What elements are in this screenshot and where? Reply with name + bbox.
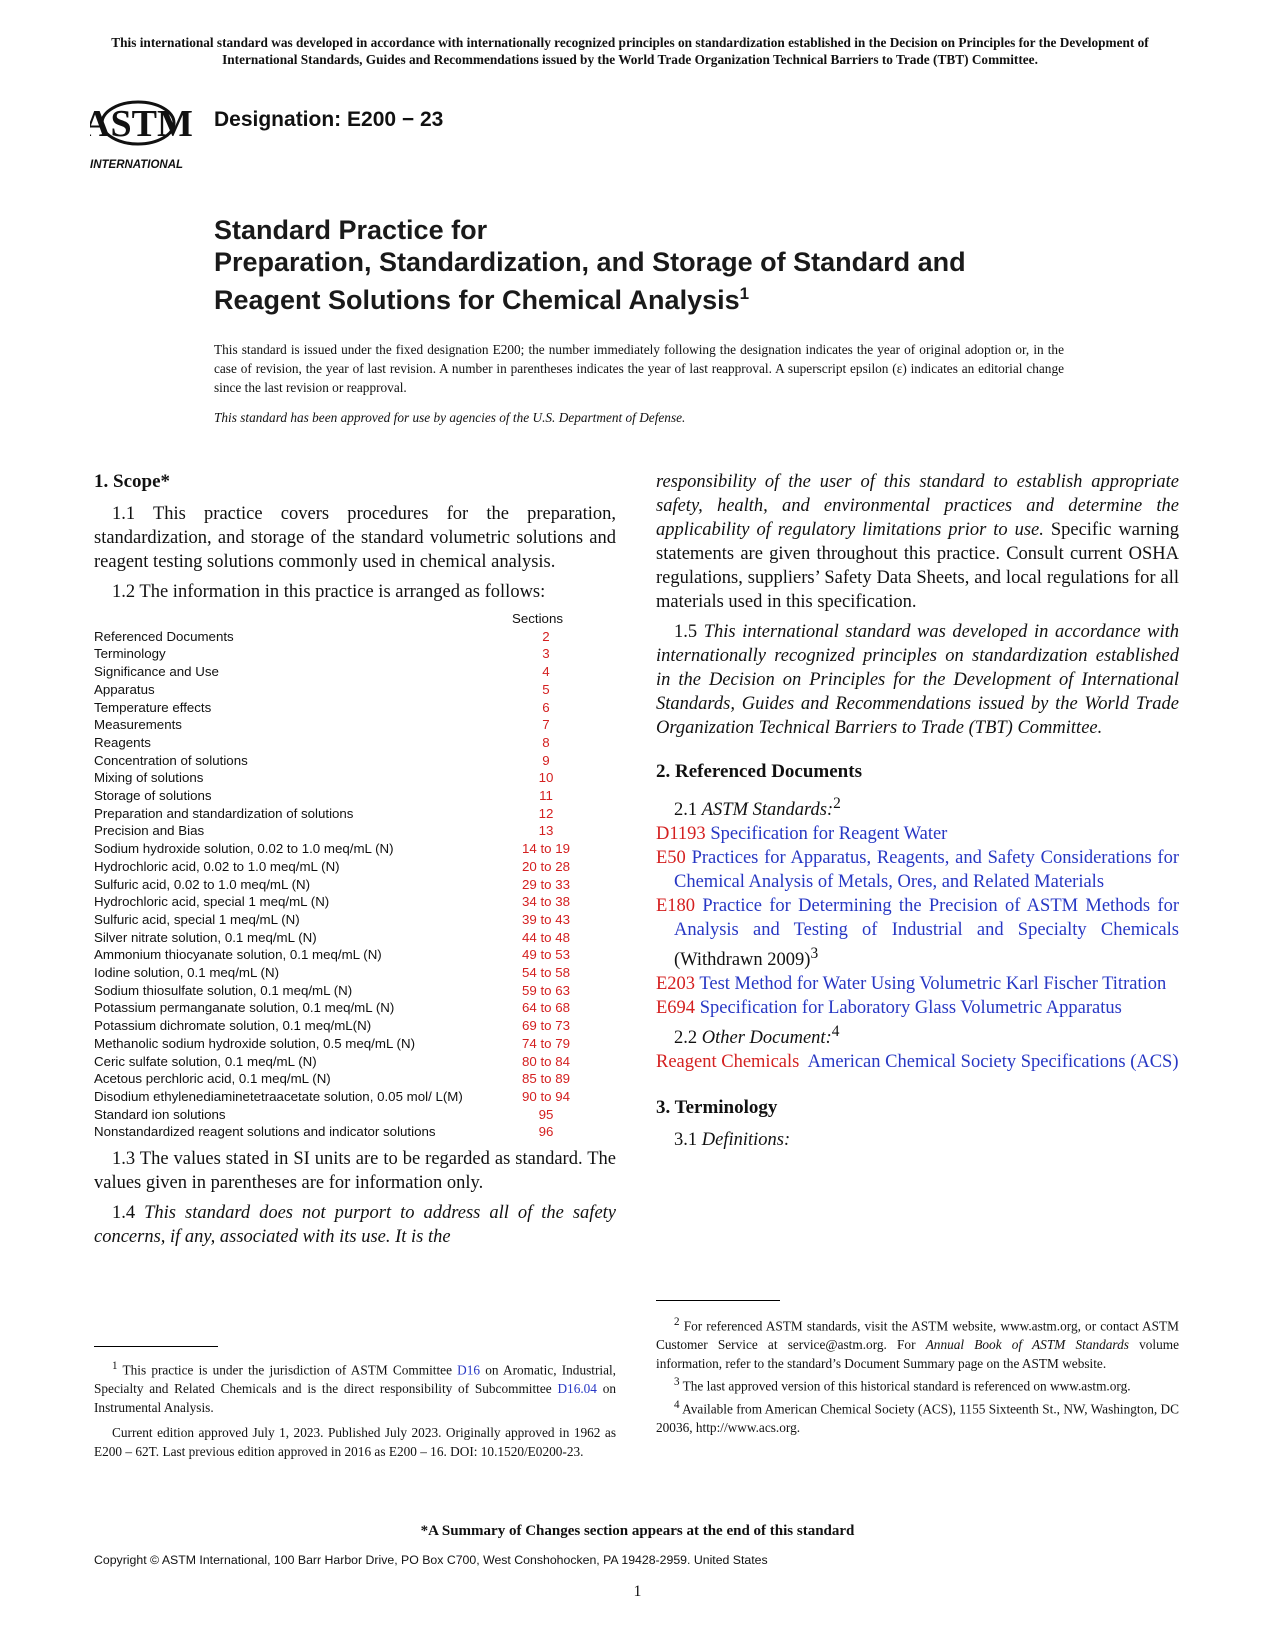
toc-section-link[interactable]: 4 [542,664,550,680]
toc-section-name: Mixing of solutions [94,770,204,786]
para-3-1-label: Definitions: [701,1130,791,1151]
issued-note: This standard is issued under the fixed designation E200; the number immediately following the designation indicates the year of original adoption or, in the case of revision, the year of last revision. A number in parentheses indicates the year of last reapproval. A superscript epsilon (ε) indicates an editorial change since the last revision or reapproval. [214,342,1064,395]
toc-section-link[interactable]: 13 [538,823,554,839]
reference-title[interactable]: Practice for Determining the Precision of ASTM Methods for Analysis and Testing of Industrial and Specialty Chemicals [674,896,1180,941]
title-line-2: Preparation, Standardization, and Storage of Standard and [214,247,966,277]
reference-list [656,822,1179,1020]
toc-section-name: Hydrochloric acid, special 1 meq/mL (N) [94,894,330,910]
para-1-4-number: 1.4 [112,1203,136,1224]
reference-code[interactable]: E180 [656,896,696,917]
toc-section-link[interactable]: 44 to 48 [521,929,571,945]
para-1-4-cont [656,470,1179,614]
toc-row [94,858,594,876]
toc-row [94,663,594,681]
toc-section-name: Sodium thiosulfate solution, 0.1 meq/mL (N) [94,982,353,998]
toc-section-name: Terminology [94,646,166,662]
toc-section-link[interactable]: 14 to 19 [521,841,571,857]
footnote-2-mark: 2 [674,1316,680,1328]
footnote-1-text-c: on Instrumental Analysis. [94,1381,617,1416]
toc-row [94,822,594,840]
toc-section-link[interactable]: 69 to 73 [521,1018,571,1034]
toc-section-name: Silver nitrate solution, 0.1 meq/mL (N) [94,929,317,945]
toc-section-name: Sulfuric acid, 0.02 to 1.0 meq/mL (N) [94,876,311,892]
toc-row [94,805,594,823]
astm-logo-icon [90,86,200,176]
toc-row [94,982,594,1000]
toc-section-name: Significance and Use [94,664,219,680]
reference-item-acs[interactable] [656,1050,1179,1074]
reference-title[interactable]: American Chemical Society Specifications (ACS) [807,1052,1179,1073]
toc-row [94,1070,594,1088]
title-line-3: Reagent Solutions for Chemical Analysis [214,285,740,315]
toc-section-name: Disodium ethylenediaminetetraacetate solution, 0.05 mol/ L(M) [94,1088,463,1104]
footnote-1 [94,1357,616,1417]
para-1-3: 1.3 The values stated in SI units are to be regarded as standard. The values given in parentheses are for information only. [94,1149,616,1194]
reference-item[interactable] [656,996,1179,1020]
footnote-1-mark: 1 [112,1360,118,1372]
copyright: Copyright © ASTM International, 100 Barr Harbor Drive, PO Box C700, West Conshohocken, PA 19428-2959. United States [94,1553,768,1567]
toc-row [94,1035,594,1053]
footnote-3-mark: 3 [674,1376,680,1389]
toc-section-link[interactable]: 74 to 79 [521,1035,571,1051]
para-2-2-number: 2.2 [674,1028,698,1049]
refdocs-heading: 2. Referenced Documents [656,761,862,782]
toc-section-link[interactable]: 34 to 38 [521,894,571,910]
toc-section-link[interactable]: 80 to 84 [521,1053,571,1069]
toc-section-link[interactable]: 85 to 89 [521,1071,571,1087]
toc-row [94,734,594,752]
designation: Designation: E200 − 23 [214,108,444,131]
toc-row [94,893,594,911]
page-title [214,214,1094,316]
reference-title[interactable]: Specification for Laboratory Glass Volumetric Apparatus [699,998,1122,1019]
para-2-1-label: ASTM Standards: [701,800,834,821]
toc-section-name: Sodium hydroxide solution, 0.02 to 1.0 meq/mL (N) [94,841,394,857]
logo-caption: INTERNATIONAL [90,159,184,171]
footnote-3-text: The last approved version of this historical standard is referenced on www.astm.org. [682,1378,1131,1394]
footnote-1-edition: Current edition approved July 1, 2023. Published July 2023. Originally approved in 1962 as E200 – 62T. Last previous edition approved in 2016 as E200 – 16. DOI: 10.1520/E0200-23. [94,1425,616,1460]
para-1-1: 1.1 This practice covers procedures for the preparation, standardization, and storage of the standard volumetric solutions and reagent testing solutions commonly used in chemical analysis. [94,504,616,572]
toc-section-name: Reagents [94,734,151,750]
toc-section-name: Preparation and standardization of solutions [94,805,354,821]
toc-section-name: Acetous perchloric acid, 0.1 meq/mL (N) [94,1071,331,1087]
toc-row [94,681,594,699]
terminology-heading: 3. Terminology [656,1097,778,1119]
para-1-2: 1.2 The information in this practice is arranged as follows: [112,582,546,602]
toc-section-link[interactable]: 20 to 28 [521,858,571,874]
toc-row [94,999,594,1017]
reference-item[interactable] [656,822,1179,846]
header-notice: This international standard was developed in accordance with internationally recognized principles on standardization established in the Decision on Principles for the Development of International Standards, Guides and Recommendations issued by the World Trade Organization Technical Barriers to Trade (TBT) Committee. [111,35,1149,67]
footnotes-left [94,1346,616,1461]
toc-row [94,946,594,964]
toc-row [94,699,594,717]
title-line-1: Standard Practice for [214,215,488,245]
para-2-2-sup: 4 [831,1023,840,1041]
toc-section-name: Hydrochloric acid, 0.02 to 1.0 meq/mL (N) [94,858,340,874]
toc-section-link[interactable]: 90 to 94 [521,1088,571,1104]
toc-row [94,1017,594,1035]
reference-item[interactable] [656,972,1179,996]
toc-section-link[interactable]: 95 [538,1106,554,1122]
toc-section-link[interactable]: 6 [542,699,550,715]
toc-row [94,1053,594,1071]
reference-code[interactable]: E203 [656,974,696,995]
toc-section-name: Temperature effects [94,699,212,715]
sections-header: Sections [512,611,563,626]
toc-section-link[interactable]: 11 [539,788,553,804]
toc-section-name: Sulfuric acid, special 1 meq/mL (N) [94,911,300,927]
para-3-1-number: 3.1 [674,1130,698,1151]
toc-section-name: Nonstandardized reagent solutions and indicator solutions [94,1124,436,1140]
toc-section-link[interactable]: 3 [542,646,550,662]
subcommittee-link[interactable]: D16.04 [557,1381,597,1397]
toc-section-link[interactable]: 59 to 63 [521,982,571,998]
toc-section-link[interactable]: 29 to 33 [521,876,571,892]
summary-note: *A Summary of Changes section appears at the end of this standard [420,1523,855,1539]
right-column [656,470,1179,1158]
reference-title[interactable]: Specification for Reagent Water [710,824,948,845]
para-1-4-italic-a: This standard does not purport to address all of the safety concerns, if any, associated with its use. It is the [94,1203,617,1248]
para-1-5-number: 1.5 [674,622,698,642]
toc-section-link[interactable]: 64 to 68 [521,1000,571,1016]
para-2-2 [656,1020,1179,1050]
toc-section-link[interactable]: 54 to 58 [521,965,571,981]
toc-row [94,628,594,646]
toc-row [94,840,594,858]
toc-section-name: Concentration of solutions [94,752,248,768]
reference-code[interactable]: E50 [656,848,686,869]
toc-section-link[interactable]: 5 [542,681,550,697]
para-1-5 [656,620,1179,740]
footnote-rule [94,1346,218,1347]
toc-section-link[interactable]: 12 [538,805,554,821]
toc-section-name: Iodine solution, 0.1 meq/mL (N) [94,965,280,981]
reference-code[interactable]: E694 [656,998,696,1019]
toc-section-link[interactable]: 2 [542,628,550,644]
committee-link[interactable]: D16 [457,1362,481,1378]
para-2-1-number: 2.1 [674,800,698,821]
toc-row [94,769,594,787]
toc-section-name: Potassium dichromate solution, 0.1 meq/mL(N) [94,1018,372,1034]
para-1-4-start [94,1201,616,1249]
footnote-2-text-b: volume information, refer to the standard’s Document Summary page on the ASTM website. [656,1337,1179,1372]
toc-row [94,1123,594,1141]
reference-item[interactable] [656,846,1179,894]
toc-row [94,929,594,947]
footnote-4-text: Available from American Chemical Society (ACS), 1155 Sixteenth St., NW, Washington, DC 20036, http://www.acs.org. [656,1401,1179,1436]
toc-section-name: Ceric sulfate solution, 0.1 meq/mL (N) [94,1053,317,1069]
toc-section-name: Referenced Documents [94,628,234,644]
toc-row [94,964,594,982]
toc-section-link[interactable]: 8 [542,734,550,750]
toc-section-name: Methanolic sodium hydroxide solution, 0.5 meq/mL (N) [94,1035,415,1051]
para-1-4-rest: Specific warning statements are given throughout this practice. Consult current OSHA regulations, suppliers’ Safety Data Sheets, and local regulations for all materials used in this specification. [656,520,1179,612]
logo-letters: ASTM [90,103,193,145]
footnote-1-text-a: This practice is under the jurisdiction of ASTM Committee [122,1362,452,1378]
para-1-4-italic-b: responsibility of the user of this standard to establish appropriate safety, health, and environmental practices and determine the applicability of regulatory limitations prior to use. [656,472,1179,540]
footnote-2-text-a: For referenced ASTM standards, visit the ASTM website, www.astm.org, or contact ASTM Customer Service at service@astm.org. For [656,1318,1179,1353]
toc-section-name: Apparatus [94,681,155,697]
toc-row [94,787,594,805]
title-footnote-mark: 1 [739,284,750,303]
toc-row [94,911,594,929]
reference-withdrawn-note: (Withdrawn 2009) [674,950,811,971]
toc-section-name: Precision and Bias [94,823,205,839]
reference-withdrawn-sup: 3 [810,945,819,963]
toc-section-name: Measurements [94,717,182,733]
footnote-3 [656,1373,1179,1395]
para-2-1 [656,792,1179,822]
approved-note: This standard has been approved for use by agencies of the U.S. Department of Defense. [214,410,686,425]
para-3-1 [656,1128,1179,1152]
reference-title[interactable]: Test Method for Water Using Volumetric Karl Fischer Titration [699,974,1167,995]
reference-title[interactable]: Practices for Apparatus, Reagents, and Safety Considerations for Chemical Analysis of Metals, Ores, and Related Materials [674,848,1179,893]
footnote-4-mark: 4 [674,1398,680,1411]
toc-row [94,716,594,734]
toc-section-name: Standard ion solutions [94,1106,226,1122]
reference-code[interactable]: D1193 [656,824,706,845]
toc-section-link[interactable]: 7 [542,717,550,733]
para-2-1-sup: 2 [833,795,841,812]
toc-section-name: Potassium permanganate solution, 0.1 meq/mL (N) [94,1000,395,1016]
footnote-2 [656,1313,1179,1373]
toc-section-link[interactable]: 49 to 53 [521,947,571,963]
toc-row [94,876,594,894]
reference-code[interactable]: Reagent Chemicals [656,1052,800,1073]
scope-heading: 1. Scope* [94,471,170,492]
page-number: 1 [633,1583,642,1600]
toc-row [94,645,594,663]
reference-item[interactable] [656,894,1179,972]
footnotes-right [656,1300,1179,1437]
footnote-1-text-b: on Aromatic, Industrial, Specialty and Related Chemicals and is the direct responsibility of Subcommittee [94,1362,617,1397]
para-2-2-label: Other Document: [701,1028,832,1049]
footnote-rule [656,1300,780,1301]
footnote-4 [656,1396,1179,1437]
toc-section-link[interactable]: 96 [538,1124,554,1140]
sections-table [94,610,594,1141]
footnote-2-italic: Annual Book of ASTM Standards [925,1337,1129,1353]
toc-section-link[interactable]: 39 to 43 [521,911,571,927]
left-column [94,470,616,1255]
toc-section-link[interactable]: 9 [542,752,550,768]
toc-row [94,752,594,770]
toc-row [94,1106,594,1124]
toc-row [94,1088,594,1106]
para-1-5-text: This international standard was developed in accordance with internationally recognized principles on standardization established in the Decision on Principles for the Development of International Standards, Guides and Recommendations issued by the World Trade Organization Technical Barriers to Trade (TBT) Committee. [656,622,1180,738]
toc-section-link[interactable]: 10 [538,770,554,786]
toc-section-name: Ammonium thiocyanate solution, 0.1 meq/mL (N) [94,947,382,963]
toc-section-name: Storage of solutions [94,788,212,804]
